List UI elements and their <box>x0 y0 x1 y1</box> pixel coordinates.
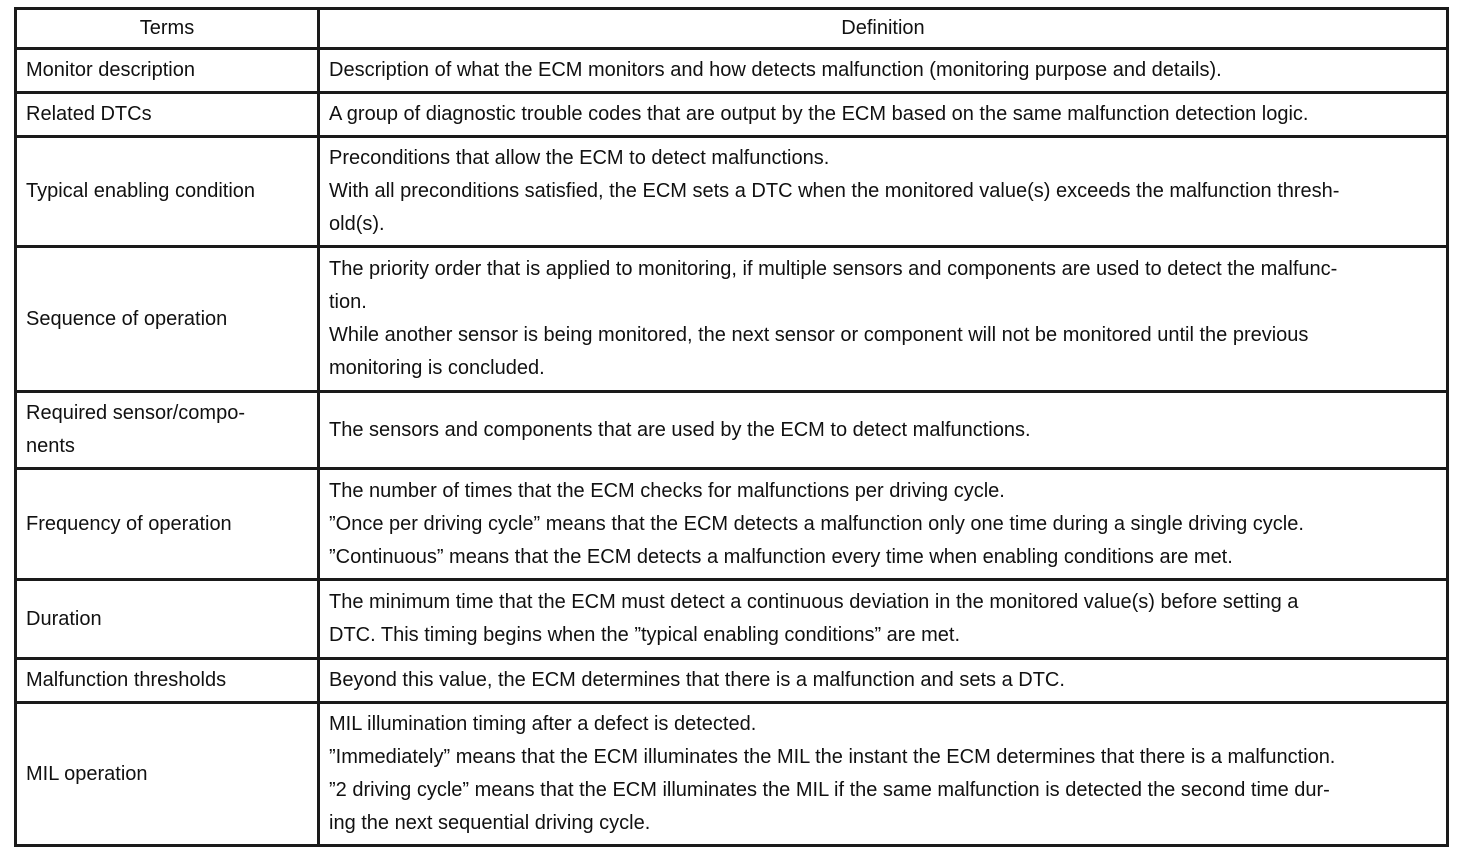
definition-text: ”Continuous” means that the ECM detects a malfunction every time when enabling conditions are met. <box>329 545 1233 568</box>
definition-cell <box>319 137 1448 247</box>
table-row <box>16 659 1448 703</box>
term-text: Sequence of operation <box>26 307 228 330</box>
definition-cell <box>319 580 1448 659</box>
term-cell <box>16 469 319 580</box>
term-text: Frequency of operation <box>26 512 232 535</box>
term-text: Required sensor/compo- <box>26 402 245 424</box>
term-cell <box>16 93 319 137</box>
term-cell <box>16 247 319 392</box>
definition-text: old(s). <box>329 213 385 235</box>
definition-text: Preconditions that allow the ECM to detect malfunctions. <box>329 147 830 169</box>
definition-text: A group of diagnostic trouble codes that are output by the ECM based on the same malfunction detection logic. <box>329 103 1309 125</box>
header-terms: Terms <box>16 9 319 49</box>
term-text: Monitor description <box>26 59 195 81</box>
definition-cell <box>319 247 1448 392</box>
term-text: Related DTCs <box>26 103 152 125</box>
definition-text: The priority order that is applied to monitoring, if multiple sensors and components are used to detect the malfunc- <box>329 258 1338 280</box>
definition-text: ”Once per driving cycle” means that the ECM detects a malfunction only one time during a single driving cycle. <box>329 512 1304 535</box>
term-text: nents <box>26 435 75 457</box>
terms-definition-table <box>14 7 1449 847</box>
term-cell <box>16 392 319 469</box>
term-cell <box>16 580 319 659</box>
definition-text: DTC. This timing begins when the ”typical enabling conditions” are met. <box>329 624 961 646</box>
term-cell <box>16 703 319 846</box>
definition-text: tion. <box>329 291 367 313</box>
term-cell <box>16 659 319 703</box>
header-row <box>16 9 1448 49</box>
definition-cell <box>319 469 1448 580</box>
table-row <box>16 137 1448 247</box>
term-text: Typical enabling condition <box>26 180 256 202</box>
definition-text: Description of what the ECM monitors and how detects malfunction (monitoring purpose and details). <box>329 59 1222 81</box>
definition-text: While another sensor is being monitored, the next sensor or component will not be monitored until the previous <box>329 324 1309 346</box>
definition-text: ”2 driving cycle” means that the ECM illuminates the MIL if the same malfunction is detected the second time dur- <box>329 779 1330 801</box>
definition-cell <box>319 49 1448 93</box>
table-row <box>16 703 1448 846</box>
definition-cell <box>319 392 1448 469</box>
definition-text: Beyond this value, the ECM determines that there is a malfunction and sets a DTC. <box>329 669 1065 691</box>
table-row <box>16 49 1448 93</box>
table-row <box>16 93 1448 137</box>
table-row <box>16 392 1448 469</box>
definition-text: With all preconditions satisfied, the ECM sets a DTC when the monitored value(s) exceeds the malfunction thresh- <box>329 180 1340 202</box>
definition-cell <box>319 93 1448 137</box>
definition-text: The number of times that the ECM checks for malfunctions per driving cycle. <box>329 479 1005 502</box>
table-row <box>16 247 1448 392</box>
table-row <box>16 580 1448 659</box>
definition-cell <box>319 703 1448 846</box>
definition-text: The minimum time that the ECM must detect a continuous deviation in the monitored value(s) before setting a <box>329 591 1299 613</box>
definition-cell <box>319 659 1448 703</box>
definition-text: The sensors and components that are used by the ECM to detect malfunctions. <box>329 418 1031 441</box>
term-text: Malfunction thresholds <box>26 669 227 691</box>
term-text: MIL operation <box>26 762 148 785</box>
term-cell <box>16 137 319 247</box>
definition-text: ing the next sequential driving cycle. <box>329 812 651 834</box>
term-cell <box>16 49 319 93</box>
header-definition: Definition <box>319 9 1448 49</box>
definition-text: monitoring is concluded. <box>329 357 545 379</box>
table-row <box>16 469 1448 580</box>
term-text: Duration <box>26 607 102 630</box>
definition-text: MIL illumination timing after a defect is detected. <box>329 713 757 735</box>
definition-text: ”Immediately” means that the ECM illuminates the MIL the instant the ECM determines that there is a malfunction. <box>329 746 1336 768</box>
